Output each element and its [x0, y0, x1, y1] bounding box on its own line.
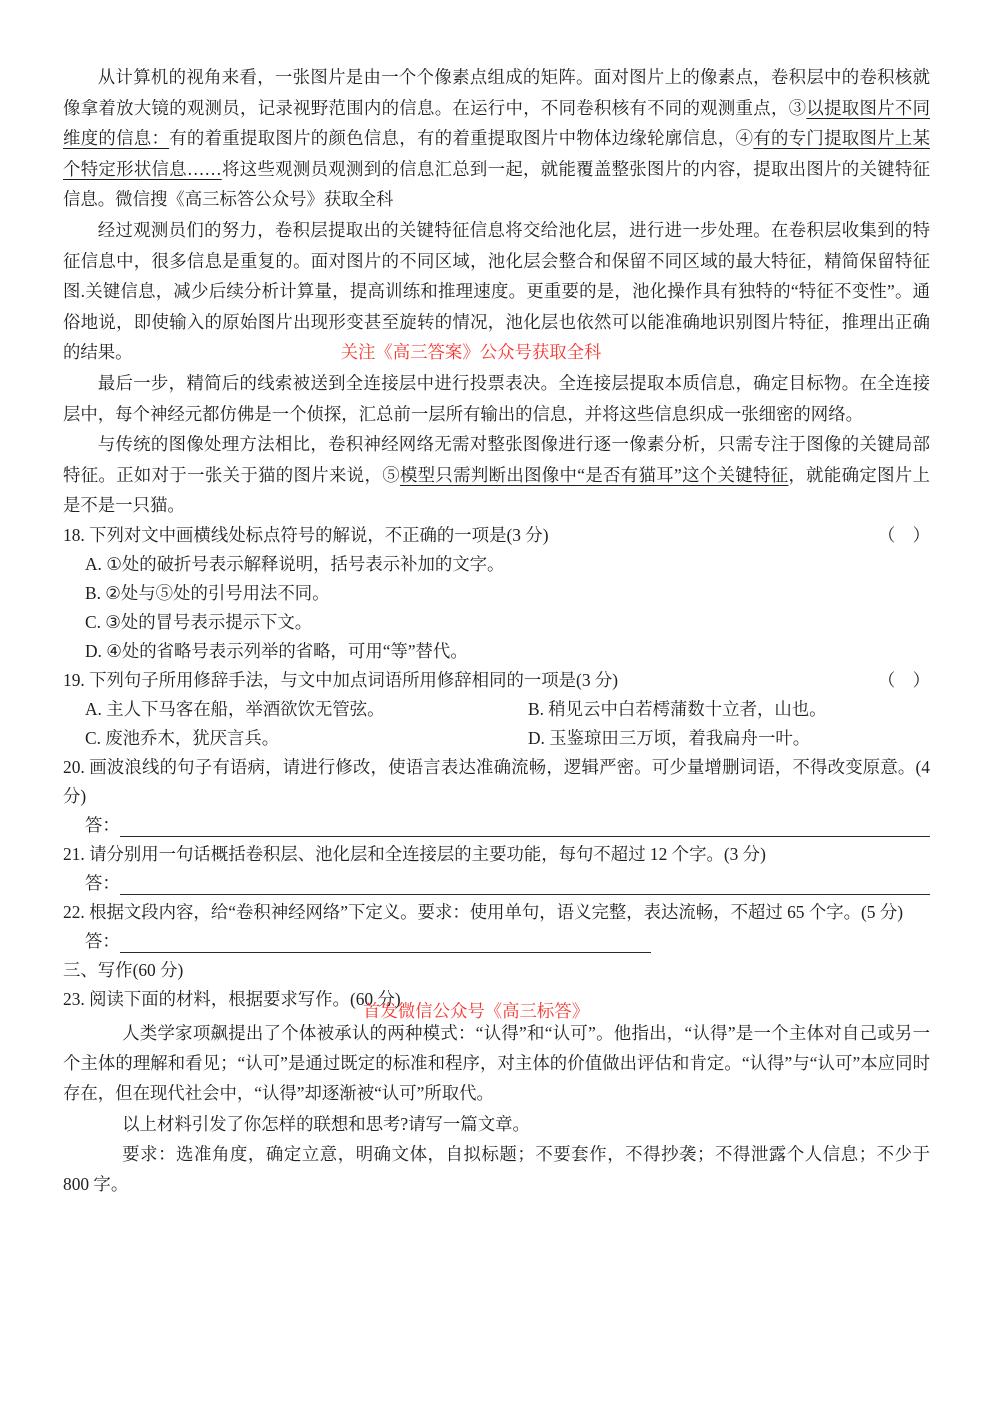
question-19-option-b: B. 稍见云中白若樗蒲数十立者，山也。: [528, 698, 827, 719]
underlined-sentence-4: 有的专门提取图片上某个特定形状信息……: [63, 128, 930, 179]
answer-blank-line-21: [120, 871, 930, 895]
section-writing-title: 三、写作(60 分): [63, 959, 184, 980]
passage-paragraph-2: [63, 215, 930, 368]
passage-paragraph-1: [63, 62, 930, 215]
question-18-option-c: C. ③处的冒号表示提示下文。: [85, 611, 313, 632]
underlined-sentence-5: 模型只需判断出图像中“是否有猫耳”这个关键特征: [399, 464, 789, 485]
question-22-answer-row: [63, 927, 930, 956]
red-promo-note-2: 首发微信公众号《高三标答》: [363, 1000, 590, 1021]
answer-label-22: 答：: [85, 930, 120, 951]
essay-material-paragraph-3: 要求：选准角度，确定立意，明确文体，自拟标题；不要套作，不得抄袭；不得泄露个人信息；不少于 800 字。: [63, 1143, 930, 1194]
question-20-stem: 20. 画波浪线的句子有语病，请进行修改，使语言表达准确流畅，逻辑严密。可少量增删词语，不得改变原意。(4 分): [63, 756, 930, 806]
question-21-stem: 21. 请分别用一句话概括卷积层、池化层和全连接层的主要功能，每句不超过 12 个字。(3 分): [63, 843, 766, 864]
answer-label-21: 答：: [85, 872, 120, 893]
passage-text-segment: ，就能确定图片上是不是一只猫。: [63, 464, 930, 516]
underlined-sentence-3: 以提取图片不同维度的信息：: [63, 97, 930, 149]
question-18-option-d: D. ④处的省略号表示列举的省略，可用“等”替代。: [85, 640, 468, 661]
question-21-answer-row: [63, 869, 930, 898]
question-18-option-a: A. ①处的破折号表示解释说明，括号表示补加的文字。: [85, 553, 505, 574]
questions-section: [63, 521, 930, 1199]
passage-text-segment: 从计算机的视角来看，一张图片是由一个个像素点组成的矩阵。面对图片上的像素点，卷积层中的卷积核就像拿着放大镜的观测员，记录视野范围内的信息。在运行中，不同卷积核有不同的观测重点，③: [63, 67, 930, 118]
question-19-answer-bracket: （ ）: [877, 669, 930, 690]
question-22-stem: 22. 根据文段内容，给“卷积神经网络”下定义。要求：使用单句，语义完整，表达流畅，不超过 65 个字。(5 分): [63, 901, 904, 922]
question-18-option-b: B. ②处与⑤处的引号用法不同。: [85, 582, 330, 603]
question-20-answer-row: [63, 811, 930, 840]
passage-paragraph-4: [63, 429, 930, 521]
question-18-answer-bracket: （ ）: [877, 524, 930, 545]
question-19-option-a: A. 主人下马客在船，举酒欲饮无管弦。: [85, 698, 385, 719]
question-19-stem-row: [63, 666, 930, 695]
question-18-stem-row: [63, 521, 930, 550]
passage-text-segment: 经过观测员们的努力，卷积层提取出的关键特征信息将交给池化层，进行进一步处理。在卷积层收集到的特征信息中，很多信息是重复的。面对图片的不同区域，池化层会整合和保留不同区域的最大特征，精简保留特征图.关键信息，减少后续分析计算量，提高训练和推理速度。更重要的是，池化操作具有独特的“特征不变性”。通俗地说，即使输入的原始图片出现形变甚至旋转的情况，池化层也依然可以能准确地识别图片特征，推理出正确的结果。: [63, 219, 930, 363]
question-19-options-row-1: [63, 695, 930, 724]
question-23-stem-row: [63, 985, 930, 1021]
question-19-option-d: D. 玉鉴琼田三万顷，着我扁舟一叶。: [528, 727, 811, 748]
question-18-stem: 18. 下列对文中画横线处标点符号的解说，不正确的一项是(3 分): [63, 524, 549, 545]
answer-blank-line-20: [120, 813, 930, 837]
essay-material-paragraph-1: 人类学家项飙提出了个体被承认的两种模式：“认得”和“认可”。他指出，“认得”是一个主体对自己或另一个主体的理解和看见；“认可”是通过既定的标准和程序，对主体的价值做出评估和肯定。“认得”与“认可”本应同时存在，但在现代社会中，“认得”却逐渐被“认可”所取代。: [63, 1022, 930, 1104]
question-23-stem: 23. 阅读下面的材料，根据要求写作。(60 分): [63, 988, 401, 1009]
answer-label-20: 答：: [85, 814, 120, 835]
passage-text-segment: 最后一步，精简后的线索被送到全连接层中进行投票表决。全连接层提取本质信息，确定目标物。在全连接层中，每个神经元都仿佛是一个侦探，汇总前一层所有输出的信息，并将这些信息织成一张细密的网络。: [63, 372, 930, 424]
question-19-option-c: C. 废池乔木，犹厌言兵。: [85, 727, 280, 748]
passage-text-segment: 与传统的图像处理方法相比，卷积神经网络无需对整张图像进行逐一像素分析，只需专注于图像的关键局部特征。正如对于一张关于猫的图片来说，⑤: [63, 434, 930, 485]
answer-blank-line-22: [120, 929, 651, 953]
essay-material: [63, 1018, 930, 1199]
question-19-stem: 19. 下列句子所用修辞手法，与文中加点词语所用修辞相同的一项是(3 分): [63, 669, 619, 690]
red-promo-note-1: 关注《高三答案》公众号获取全科: [340, 342, 602, 363]
passage-text-segment: 有的着重提取图片的颜色信息，有的着重提取图片中物体边缘轮廓信息，④: [169, 128, 754, 149]
essay-material-paragraph-2: 以上材料引发了你怎样的联想和思考?请写一篇文章。: [122, 1113, 530, 1134]
passage-paragraph-3: [63, 368, 930, 429]
question-19-options-row-2: [63, 724, 930, 753]
passage-text-segment: 将这些观测员观测到的信息汇总到一起，就能覆盖整张图片的内容，提取出图片的关键特征信息。微信搜《高三标答公众号》获取全科: [63, 158, 930, 210]
